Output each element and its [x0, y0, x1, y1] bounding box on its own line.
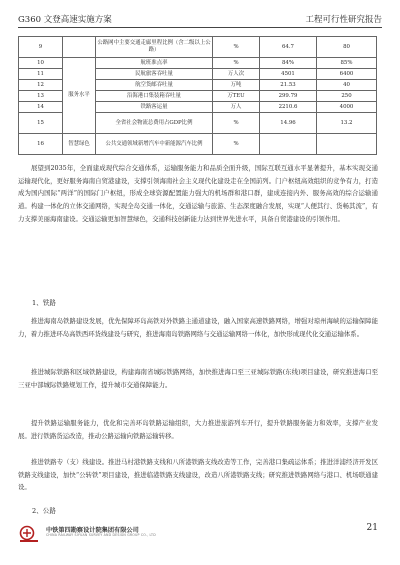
row-unit: 万吨	[213, 80, 260, 91]
table-row	[19, 58, 377, 69]
paragraph-railway-4	[18, 456, 378, 494]
row-unit: %	[213, 113, 260, 134]
row-indicator: 民航旅客吞吐量	[96, 69, 213, 80]
row-value-target: 4000	[317, 102, 377, 113]
row-unit: %	[213, 37, 260, 58]
row-value-target: 250	[317, 91, 377, 102]
paragraph-railway-1-text: 推进海南岛铁路建设发展，优先保障环岛高铁对外铁路主通道建设，融入国家高速铁路网络，增强对琼州海峡的运输保障能力，着力推进环岛高铁西环货线建设与研究，推进海南岛铁路网络与交通运输网络一体化，加快形成现代化交通运输体系。	[18, 317, 378, 338]
row-value-target: 6400	[317, 69, 377, 80]
row-value-current: 84%	[260, 58, 317, 69]
header-divider	[18, 27, 382, 28]
row-index: 10	[19, 58, 63, 69]
table-row	[19, 37, 377, 58]
row-index: 14	[19, 102, 63, 113]
paragraph-railway-1	[18, 315, 378, 340]
row-value-current: 2210.6	[260, 102, 317, 113]
row-value-target: 80	[317, 37, 377, 58]
row-index: 15	[19, 113, 63, 134]
page-footer	[18, 522, 382, 552]
row-value-current: 64.7	[260, 37, 317, 58]
row-value-target: 13.2	[317, 113, 377, 134]
row-unit: %	[213, 134, 260, 155]
paragraph-railway-3	[18, 417, 378, 442]
row-indicator: 沿海港口集装箱吞吐量	[96, 91, 213, 102]
company-name-en: CHINA RAILWAY SIYUAN SURVEY AND DESIGN GROUP CO., LTD	[46, 533, 156, 537]
paragraph-railway-2-text: 推进城际铁路和区域铁路建设，构建海南省城际铁路网络，加快推进海口至三亚城际铁路(东线)项目建设，研究推进海口至三亚中部城际铁路规划工作，提升城市交通保障能力。	[18, 368, 378, 389]
page-number: 21	[366, 523, 378, 533]
table-row	[19, 134, 377, 155]
row-value-current	[260, 134, 317, 155]
row-index: 16	[19, 134, 63, 155]
row-value-current: 4501	[260, 69, 317, 80]
row-unit: %	[213, 58, 260, 69]
row-value-target	[317, 134, 377, 155]
row-value-current: 14.96	[260, 113, 317, 134]
row-value-current: 21.53	[260, 80, 317, 91]
row-indicator: 全省社会物流总费用占GDP比例	[96, 113, 213, 134]
group-label-service: 服务水平	[63, 58, 96, 134]
row-value-target: 40	[317, 80, 377, 91]
paragraph-outlook-text: 展望到2035年，全面建成现代综合交通体系，运输服务能力和品质全面升级，国际互联互通水平显著提升，基本实现交通运输现代化，更好服务海南自贸港建设，支撑引领海南社会主义现代化建设走在全国前列。门户枢纽高效组织的竞争有力，打造成为国内国际“两洋”的国际门户枢纽，形成全球资源配置能力强大的机场群和港口群，建成连接内外、服务高效的综合运输通道。构建一体化的立体交通网络，实现全岛交通一体化，交通运输与旅游、生态深度融合发展，实现“人便其行、货畅其流”，有力支撑美丽海南建设。交通运输更加智慧绿色，交通科技创新能力达到世界先进水平，具备自贸港建设的引领作用。	[18, 164, 378, 223]
indicator-table	[18, 36, 377, 155]
paragraph-railway-2	[18, 366, 378, 391]
row-index: 12	[19, 80, 63, 91]
group-label-green: 智慧绿色	[63, 134, 96, 155]
row-index: 9	[19, 37, 63, 58]
row-indicator: 铁路客运量	[96, 102, 213, 113]
section-heading-highway: 2、公路	[32, 507, 56, 515]
section-heading-railway: 1、铁路	[32, 299, 56, 307]
row-index: 13	[19, 91, 63, 102]
paragraph-outlook	[18, 162, 378, 226]
row-value-current: 299.79	[260, 91, 317, 102]
header-project-title: G360 文登高速实施方案	[18, 15, 112, 25]
row-indicator: 航班准点率	[96, 58, 213, 69]
page-header	[18, 13, 382, 25]
company-name: 中铁第四勘察设计院集团有限公司	[46, 527, 139, 534]
row-unit: 万人次	[213, 69, 260, 80]
row-index: 11	[19, 69, 63, 80]
header-report-title: 工程可行性研究报告	[305, 15, 382, 25]
row-group	[63, 37, 96, 58]
row-indicator: 公路网中主要交通走廊里程比例（含二级以上公路）	[96, 37, 213, 58]
paragraph-railway-4-text: 推进铁路专（支）线建设。推进马村港铁路支线和八所港铁路支线改造等工作，完善港口集疏运体系；推进洋浦经济开发区铁路支线建设，加快“公转铁”项目建设，推进临港铁路支线建设，改造八所港铁路支线；研究推进铁路网络与港口、机场联通建设。	[18, 458, 378, 492]
row-indicator: 公共交通领域新增汽车中新能源汽车比例	[96, 134, 213, 155]
row-unit: 万TEU	[213, 91, 260, 102]
row-indicator: 航空货邮吞吐量	[96, 80, 213, 91]
row-value-target: 85%	[317, 58, 377, 69]
paragraph-railway-3-text: 提升铁路运输服务能力，优化和完善环岛铁路运输组织，大力推进旅游列车开行，提升铁路服务能力和效率，支撑产业发展。进行铁路货运改造，推动公路运输向铁路运输转移。	[18, 419, 378, 440]
row-unit: 万人	[213, 102, 260, 113]
company-logo-icon	[18, 525, 44, 543]
